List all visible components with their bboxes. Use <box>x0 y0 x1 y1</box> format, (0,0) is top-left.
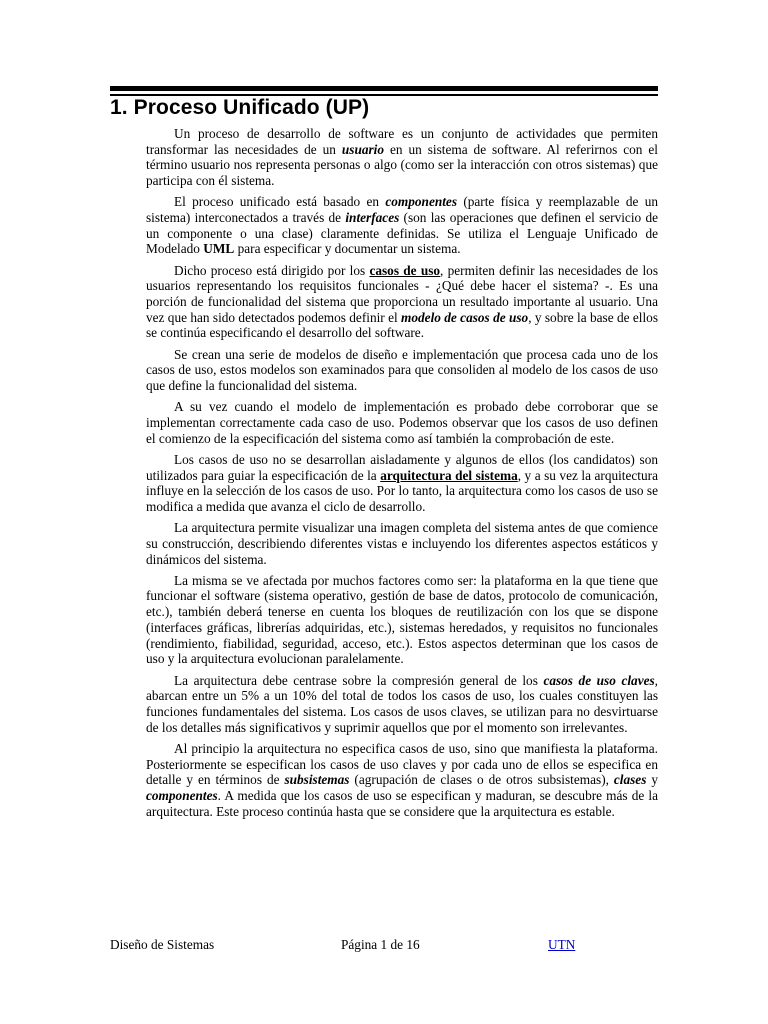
text-run: . A medida que los casos de uso se especifican y maduran, se descubre más de la arquitectura. Este proceso continúa hasta que se considere que la arquitectura es estable. <box>146 787 658 819</box>
text-run: (parte física y reemplazable de un sistema) interconectados a través de <box>146 194 658 226</box>
paragraph <box>146 194 658 257</box>
paragraph <box>146 399 658 446</box>
footer-page-number: Página 1 de 16 <box>341 937 420 952</box>
emphasized-term: usuario <box>341 141 385 157</box>
paragraph <box>146 263 658 342</box>
text-run: El proceso unificado está basado en <box>174 194 386 210</box>
text-run: La arquitectura permite visualizar una imagen completa del sistema antes de que comience su construcción, describiendo diferentes vistas e incluyendo los diferentes aspectos estáticos y dinámicos del sistema. <box>146 520 658 567</box>
text-run: A su vez cuando el modelo de implementación es probado debe corroborar que se implementan correctamente cada caso de uso. Podemos observar que los casos de uso definen el comienzo de la especificación del sistema como así también la comprobación de este. <box>146 399 658 446</box>
paragraph <box>146 126 658 189</box>
paragraph <box>146 741 658 820</box>
paragraph <box>146 452 658 515</box>
header-rule-thick <box>110 86 658 91</box>
paragraph <box>146 347 658 394</box>
paragraph <box>146 520 658 567</box>
emphasized-term: UML <box>203 241 235 257</box>
text-run: (agrupación de clases o de otros subsistemas), <box>349 772 614 788</box>
paragraph <box>146 673 658 736</box>
text-run: Al principio la arquitectura no especifica casos de uso, sino que manifiesta la plataforma. Posteriormente se especifican los casos de uso claves y por cada uno de ellos se especifica en detalle y en términos de <box>146 740 658 788</box>
section-heading: 1. Proceso Unificado (UP) <box>110 96 370 119</box>
emphasized-term: subsistemas <box>284 772 350 788</box>
text-run: Un proceso de desarrollo de software es un conjunto de actividades que permiten transformar las necesidades de un <box>146 126 658 157</box>
emphasized-term: modelo de casos de uso <box>401 309 529 325</box>
text-run: Los casos de uso no se desarrollan aisladamente y algunos de ellos (los candidatos) son utilizados para guiar la especificación de la <box>146 451 658 483</box>
emphasized-term: clases <box>613 772 647 788</box>
text-run: en un sistema de software. Al referirnos con el término usuario nos representa personas o algo (como ser la interacción con otros sistemas) que participa con él sistema. <box>146 141 658 189</box>
footer-course-name: Diseño de Sistemas <box>110 937 215 952</box>
text-run: Dicho proceso está dirigido por los <box>174 262 370 278</box>
text-run: Se crean una serie de modelos de diseño e implementación que procesa cada uno de los casos de uso, estos modelos son examinados para que consoliden al modelo de los casos de uso que define la funcionalidad del sistema. <box>146 346 658 394</box>
text-run: La arquitectura debe centrase sobre la compresión general de los <box>174 672 544 688</box>
emphasized-term: interfaces <box>345 210 400 226</box>
body-text <box>146 126 658 825</box>
text-run: (son las operaciones que definen el servicio de un componente o una clase) claramente definidas. Se utiliza el Lenguaje Unificado de Modelado <box>146 210 658 257</box>
emphasized-term: casos de uso claves <box>543 672 655 688</box>
underlined-term: casos de uso <box>369 262 441 278</box>
text-run: , y a su vez la arquitectura influye en la selección de los casos de uso. Por lo tanto, la arquitectura como los casos de uso se modifica a medida que avanza el ciclo de desarrollo. <box>146 467 658 514</box>
text-run: , y sobre la base de ellos se continúa especificando el desarrollo del software. <box>146 309 658 341</box>
emphasized-term: componentes <box>385 194 458 210</box>
text-run: para especificar y documentar un sistema. <box>234 241 461 257</box>
emphasized-term: componentes <box>146 787 218 803</box>
text-run: , permiten definir las necesidades de los usuarios representando los requisitos funcionales - ¿Qué debe hacer el sistema? -. Es una porción de funcionalidad del sistema que proporciona un resultado importante al usuario. Una vez que han sido detectados podemos definir el <box>146 262 658 325</box>
text-run: La misma se ve afectada por muchos factores como ser: la plataforma en la que tiene que funcionar el software (sistema operativo, gestión de base de datos, protocolo de comunicación, etc.), también deberá tenerse en cuenta los bloques de reutilización con los que se dispone (interfaces gráficas, librerías adquiridas, etc.), sistemas heredados, y requisitos no funcionales (rendimiento, fiabilidad, seguridad, acceso, etc.). Estos aspectos determinan que los casos de uso y la arquitectura evolucionan paralelamente. <box>146 572 658 667</box>
text-run: , abarcan entre un 5% a un 10% del total de todos los casos de uso, los cuales constituyen las funciones fundamentales del sistema. Los casos de usos claves, se utilizan para no desvirtuarse de los detalles más significativos y suprimir aquellos que por el momento son irrelevantes. <box>146 672 658 735</box>
paragraph <box>146 573 658 667</box>
underlined-term: arquitectura del sistema <box>380 467 518 483</box>
text-run: y <box>646 772 658 788</box>
footer-utn-link[interactable]: UTN <box>548 937 576 952</box>
